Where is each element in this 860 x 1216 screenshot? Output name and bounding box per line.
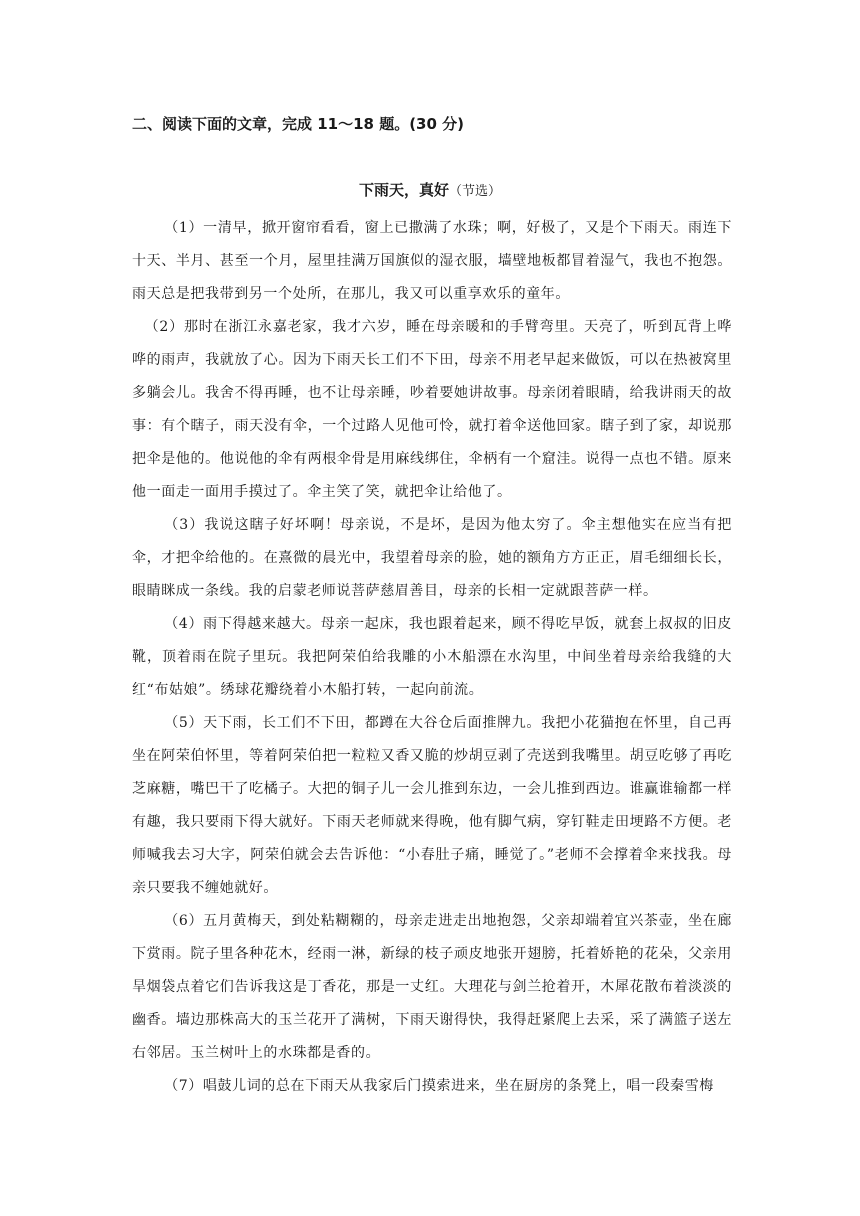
paragraph-1: （1）一清早，掀开窗帘看看，窗上已撒满了水珠；啊，好极了，又是个下雨天。雨连下十天、半月、甚至一个月，屋里挂满万国旗似的湿衣服，墙壁地板都冒着湿气，我也不抱怨。雨天总是把我带到另一个处所，在那儿，我又可以重享欢乐的童年。 (132, 220, 732, 302)
paragraph-4: （4）雨下得越来越大。母亲一起床，我也跟着起来，顾不得吃早饭，就套上叔叔的旧皮靴，顶着雨在院子里玩。我把阿荣伯给我雕的小木船漂在水沟里，中间坐着母亲给我缝的大红“布姑娘”。绣球花瓣绕着小木船打转，一起向前流。 (132, 616, 732, 698)
paragraph-7: （7）唱鼓儿词的总在下雨天从我家后门摸索进来，坐在厨房的条凳上，唱一段秦雪梅 (164, 1078, 714, 1094)
paragraph-6: （6）五月黄梅天，到处粘糊糊的，母亲走进走出地抱怨，父亲却端着宜兴茶壶，坐在廊下赏雨。院子里各种花木，经雨一淋，新绿的枝子顽皮地张开翅膀，托着娇艳的花朵，父亲用旱烟袋点着它们告诉我这是丁香花，那是一丈红。大理花与剑兰抢着开，木犀花散布着淡淡的幽香。墙边那株高大的玉兰花开了满树，下雨天谢得快，我得赶紧爬上去采，采了满篮子送左右邻居。玉兰树叶上的水珠都是香的。 (132, 913, 732, 1061)
paragraph-5: （5）天下雨，长工们不下田，都蹲在大谷仓后面推牌九。我把小花猫抱在怀里，自己再坐在阿荣伯怀里，等着阿荣伯把一粒粒又香又脆的炒胡豆剥了壳送到我嘴里。胡豆吃够了再吃芝麻糖，嘴巴干了吃橘子。大把的铜子儿一会儿推到东边，一会儿推到西边。谁赢谁输都一样有趣，我只要雨下得大就好。下雨天老师就来得晚，他有脚气病，穿钉鞋走田埂路不方便。老师喊我去习大字，阿荣伯就会去告诉他：“小春肚子痛，睡觉了。”老师不会撑着伞来找我。母亲只要我不缠她就好。 (132, 715, 732, 896)
article-title: 下雨天，真好 (358, 181, 449, 199)
paragraph-2: （2）那时在浙江永嘉老家，我才六岁，睡在母亲暖和的手臂弯里。天亮了，听到瓦背上哗哗的雨声，我就放了心。因为下雨天长工们不下田，母亲不用老早起来做饭，可以在热被窝里多躺会儿。我舍不得再睡，也不让母亲睡，吵着要她讲故事。母亲闭着眼睛，给我讲雨天的故事：有个瞎子，雨天没有伞，一个过路人见他可怜，就打着伞送他回家。瞎子到了家，却说那把伞是他的。他说他的伞有两根伞骨是用麻线绑住，伞柄有一个窟洼。说得一点也不错。原来他一面走一面用手摸过了。伞主笑了笑，就把伞让给他了。 (132, 319, 732, 500)
paragraph-3: （3）我说这瞎子好坏啊！母亲说，不是坏，是因为他太穷了。伞主想他实在应当有把伞，才把伞给他的。在熹微的晨光中，我望着母亲的脸，她的额角方方正正，眉毛细细长长，眼睛眯成一条线。我的启蒙老师说菩萨慈眉善目，母亲的长相一定就跟菩萨一样。 (132, 517, 732, 599)
section-heading: 二、阅读下面的文章，完成 11～18 题。(30 分) (132, 115, 465, 133)
article-subtitle: （节选） (449, 184, 502, 199)
article-body (132, 212, 732, 1103)
article-title-line (0, 179, 860, 203)
